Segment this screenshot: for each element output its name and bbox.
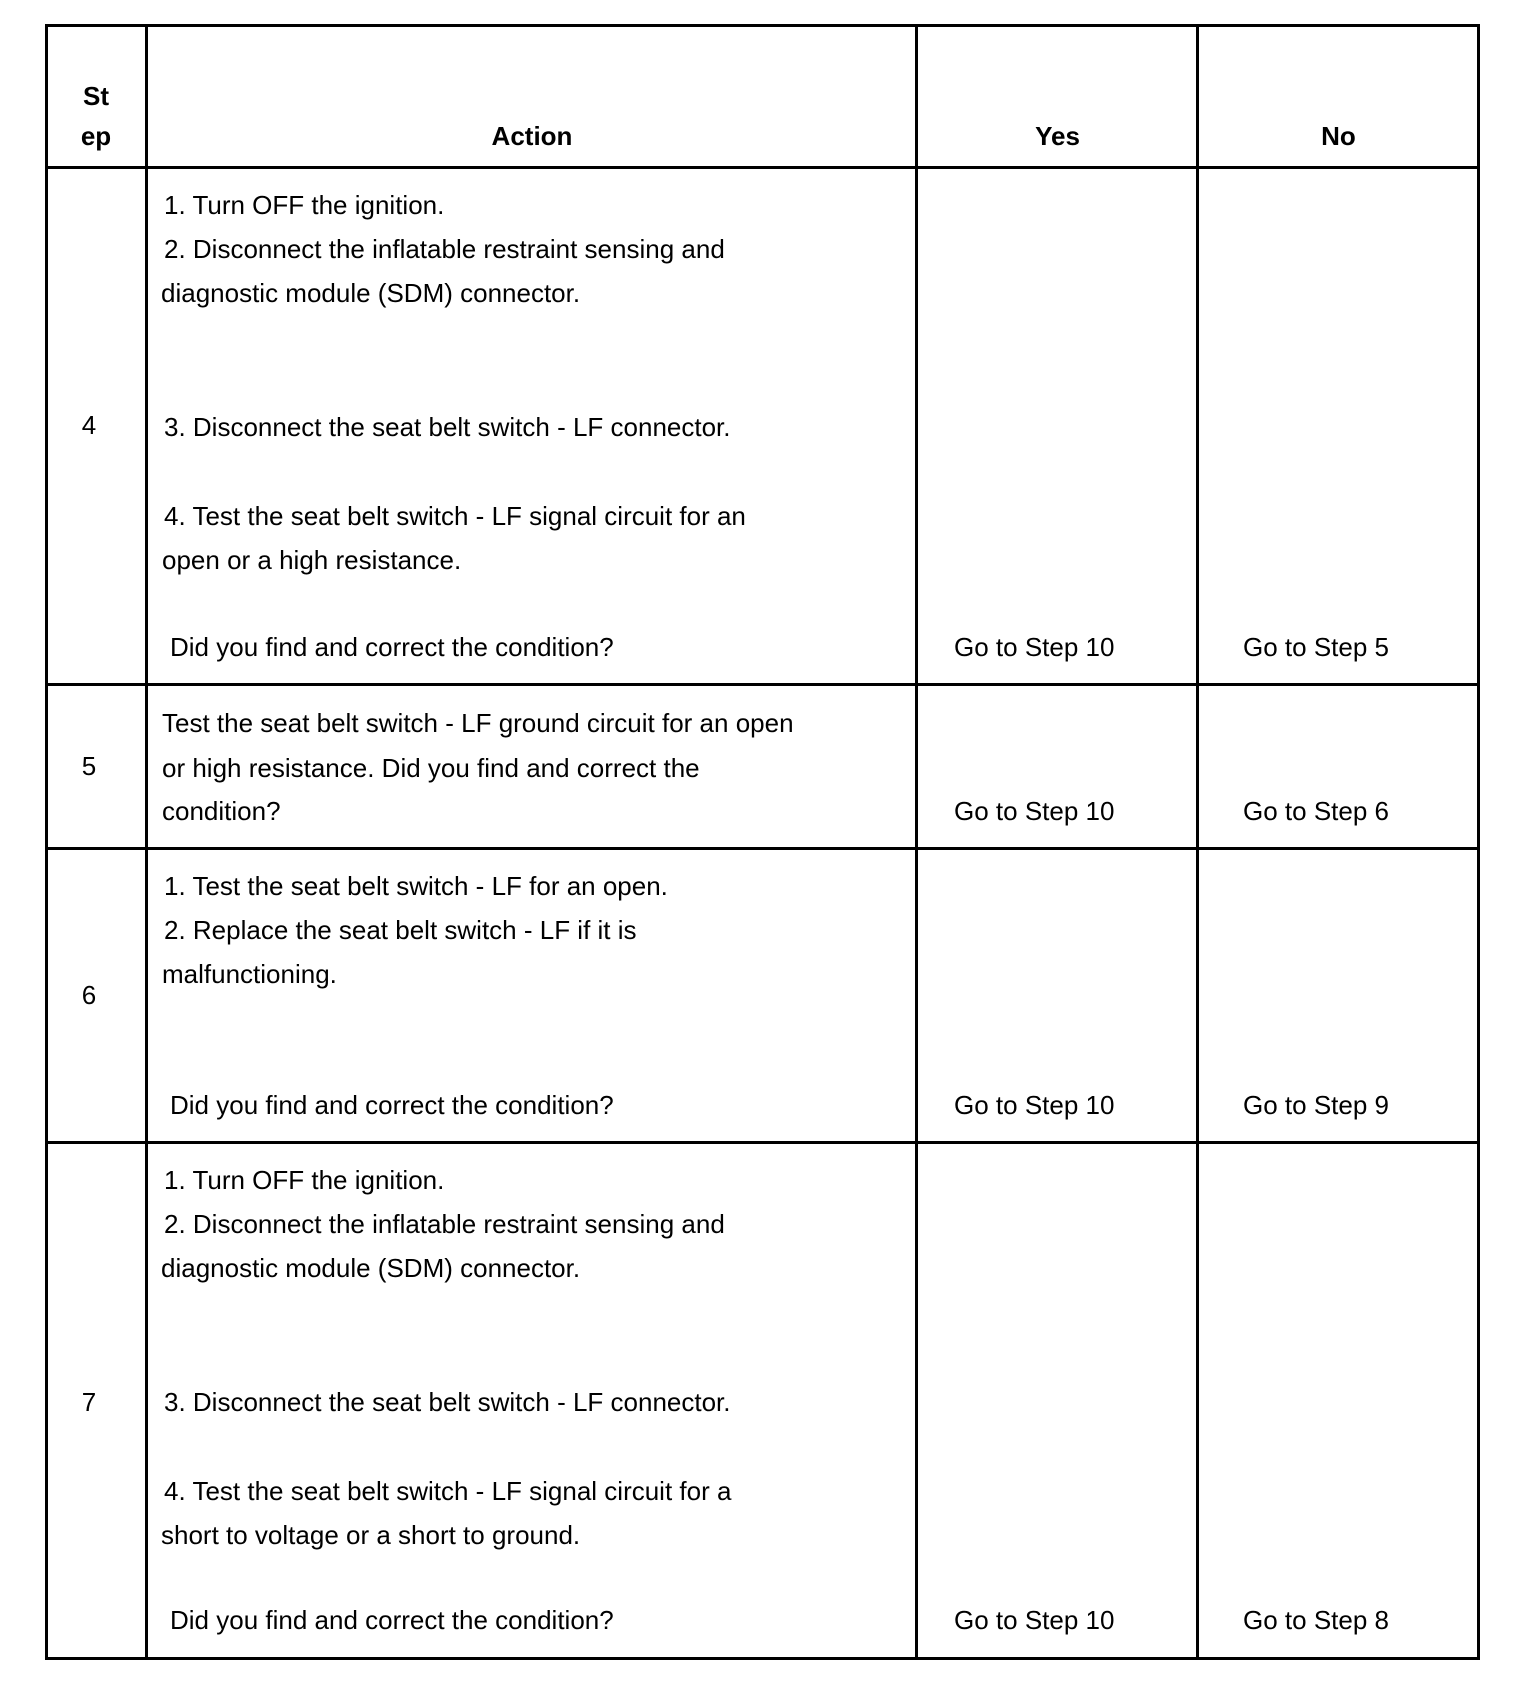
table-border-bottom bbox=[45, 1657, 1480, 1660]
column-divider-action bbox=[915, 24, 918, 1660]
action-line: short to voltage or a short to ground. bbox=[161, 1520, 581, 1550]
header-divider bbox=[45, 166, 1480, 169]
column-divider-yes bbox=[1196, 24, 1199, 1660]
diagnostic-table bbox=[45, 24, 1480, 1660]
table-border-top bbox=[45, 24, 1480, 27]
column-divider-step bbox=[145, 24, 148, 1660]
no-result: Go to Step 8 bbox=[1243, 1605, 1389, 1635]
header-no: No bbox=[1321, 121, 1356, 151]
row-divider bbox=[45, 1141, 1480, 1144]
action-line: or high resistance. Did you find and correct the bbox=[162, 753, 700, 783]
action-line: 3. Disconnect the seat belt switch - LF connector. bbox=[164, 1387, 731, 1417]
yes-result: Go to Step 10 bbox=[954, 796, 1115, 826]
step-number: 5 bbox=[81, 751, 97, 781]
action-line: 1. Test the seat belt switch - LF for an open. bbox=[164, 871, 668, 901]
action-line: 1. Turn OFF the ignition. bbox=[164, 1165, 445, 1195]
no-result: Go to Step 6 bbox=[1243, 796, 1389, 826]
action-question: Did you find and correct the condition? bbox=[170, 1090, 614, 1120]
action-line: 4. Test the seat belt switch - LF signal circuit for a bbox=[164, 1476, 732, 1506]
table-border-right bbox=[1477, 24, 1480, 1660]
action-line: diagnostic module (SDM) connector. bbox=[161, 1253, 581, 1283]
row-divider bbox=[45, 847, 1480, 850]
action-line: 4. Test the seat belt switch - LF signal circuit for an bbox=[164, 501, 746, 531]
step-number: 7 bbox=[81, 1387, 97, 1417]
action-line: 2. Replace the seat belt switch - LF if it is bbox=[164, 915, 637, 945]
step-number: 4 bbox=[81, 410, 97, 440]
step-number: 6 bbox=[81, 980, 97, 1010]
header-step-line2: ep bbox=[80, 121, 112, 151]
action-line: Test the seat belt switch - LF ground circuit for an open bbox=[162, 708, 794, 738]
action-line: 2. Disconnect the inflatable restraint sensing and bbox=[164, 1209, 725, 1239]
action-line: malfunctioning. bbox=[162, 959, 337, 989]
action-question: Did you find and correct the condition? bbox=[170, 632, 614, 662]
yes-result: Go to Step 10 bbox=[954, 632, 1115, 662]
action-line: open or a high resistance. bbox=[162, 545, 462, 575]
action-question: condition? bbox=[162, 796, 281, 826]
no-result: Go to Step 5 bbox=[1243, 632, 1389, 662]
header-action: Action bbox=[491, 121, 573, 151]
action-line: 1. Turn OFF the ignition. bbox=[164, 190, 445, 220]
header-step-line1: St bbox=[83, 81, 109, 111]
action-question: Did you find and correct the condition? bbox=[170, 1605, 614, 1635]
header-yes: Yes bbox=[1035, 121, 1080, 151]
action-line: 3. Disconnect the seat belt switch - LF connector. bbox=[164, 412, 731, 442]
yes-result: Go to Step 10 bbox=[954, 1605, 1115, 1635]
no-result: Go to Step 9 bbox=[1243, 1090, 1389, 1120]
yes-result: Go to Step 10 bbox=[954, 1090, 1115, 1120]
row-divider bbox=[45, 683, 1480, 686]
action-line: 2. Disconnect the inflatable restraint sensing and bbox=[164, 234, 725, 264]
action-line: diagnostic module (SDM) connector. bbox=[161, 278, 581, 308]
